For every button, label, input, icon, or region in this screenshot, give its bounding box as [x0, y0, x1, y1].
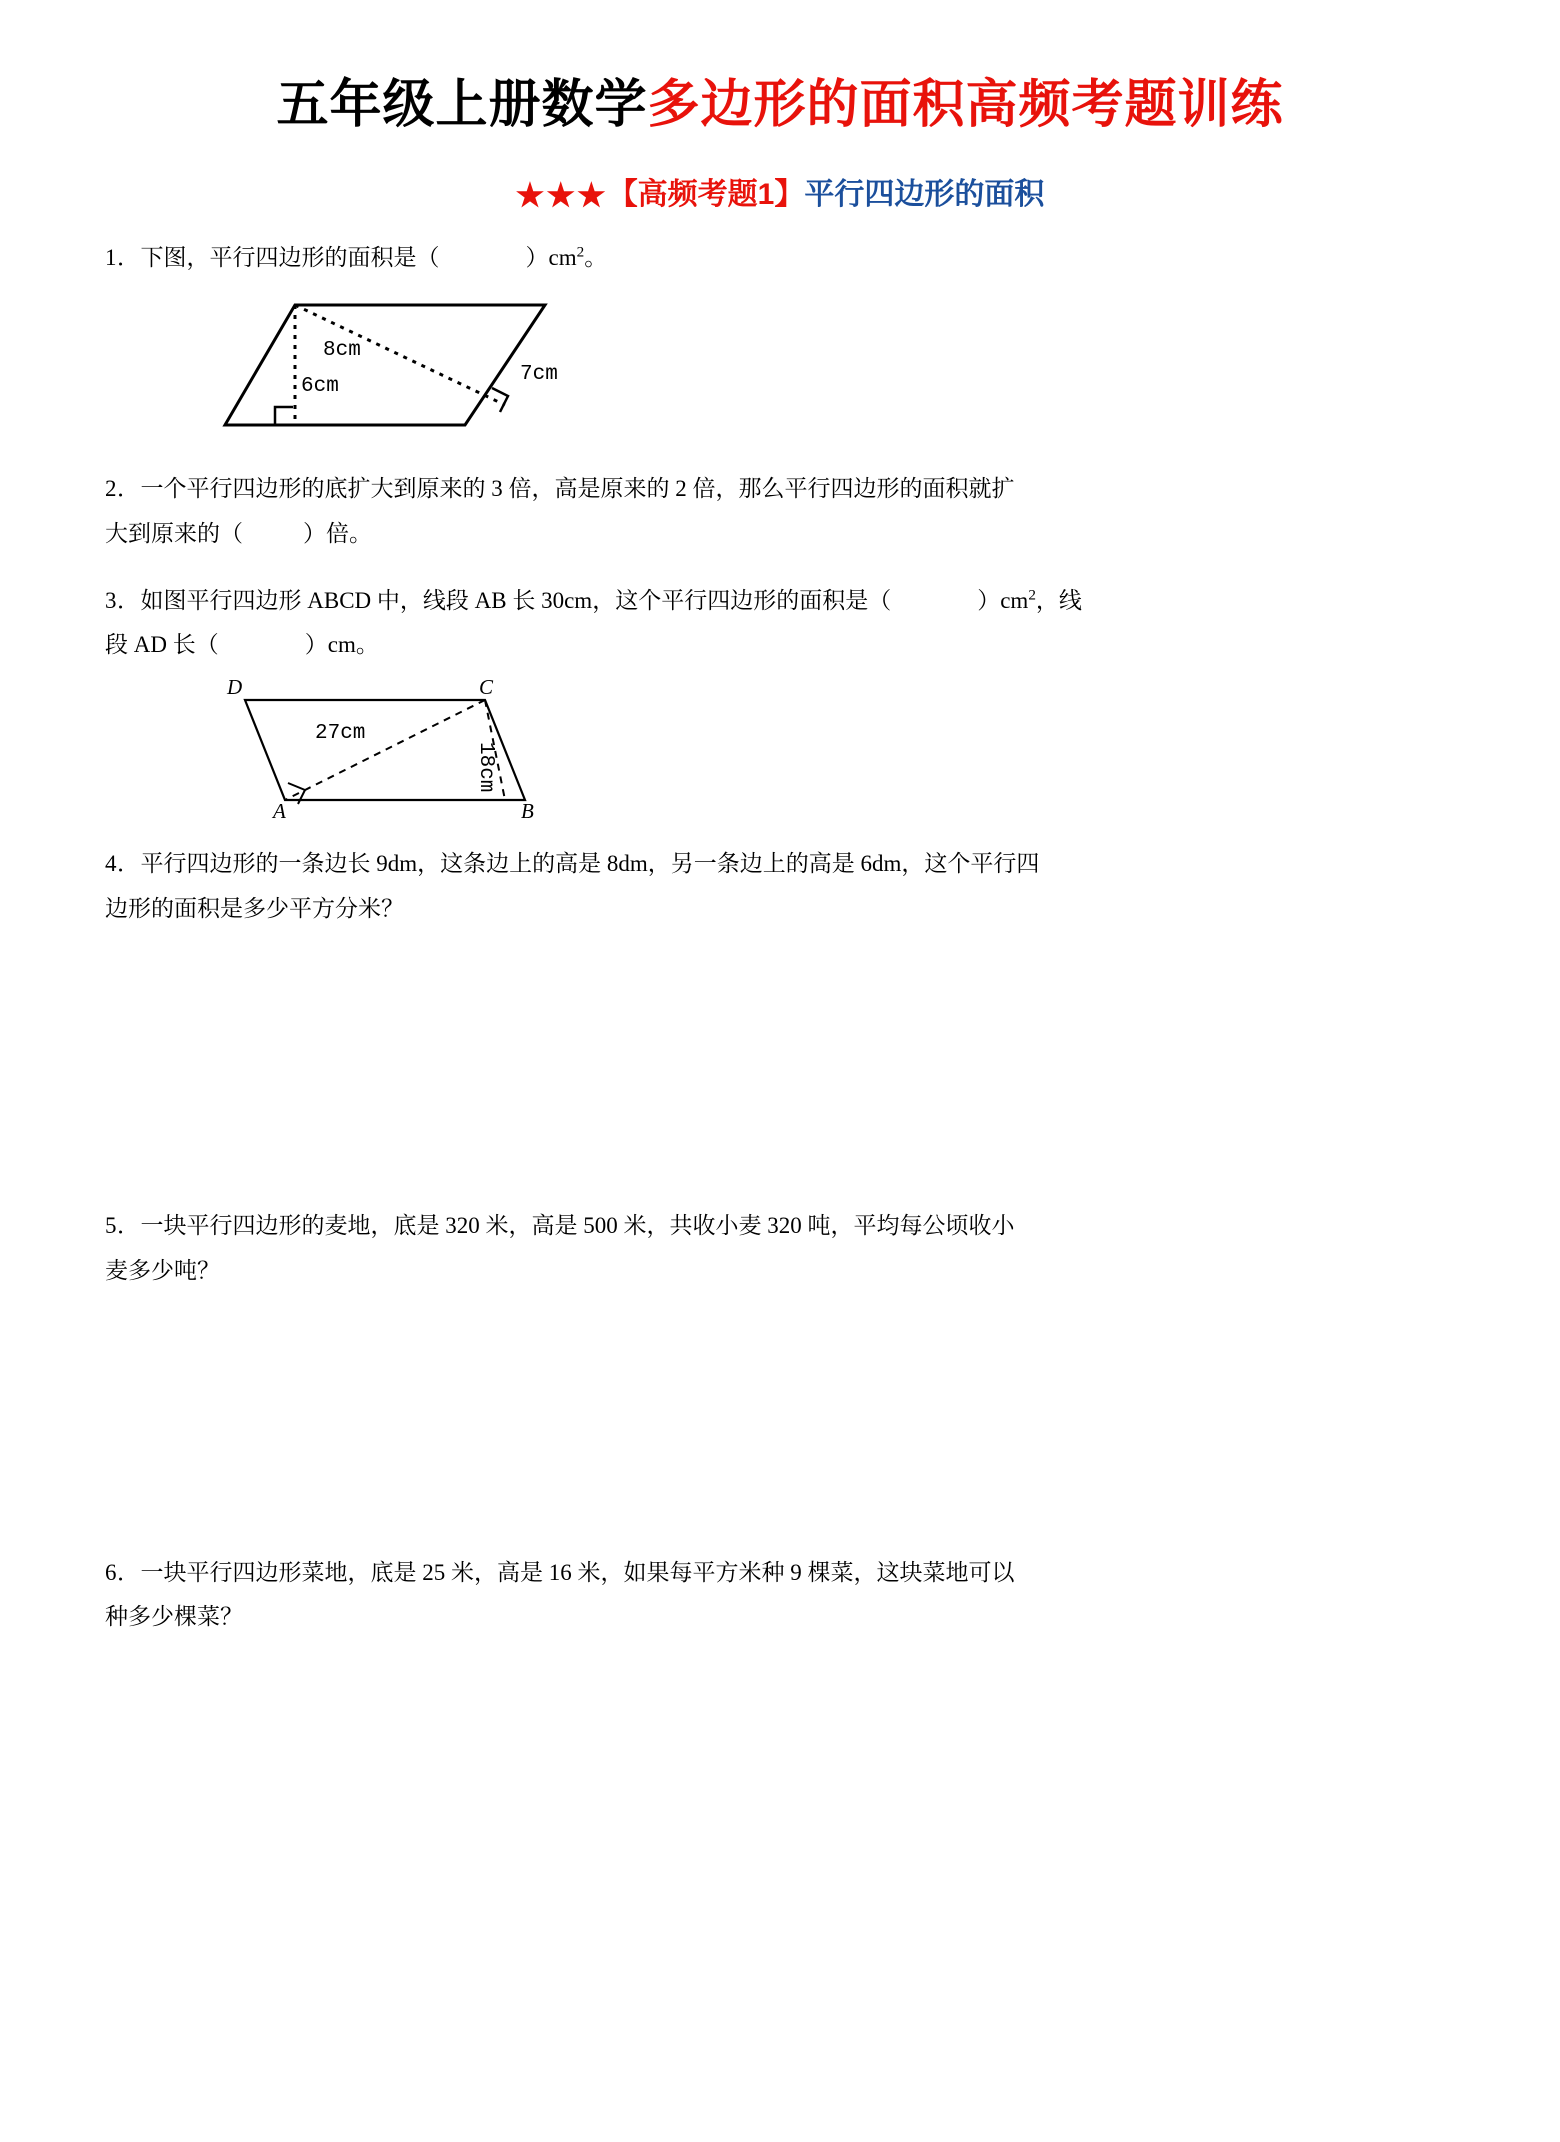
question-3-number: 3． [105, 587, 141, 613]
figure2-vertex-d: D [227, 680, 243, 700]
question-1-sup: 2 [576, 243, 585, 261]
question-4-number: 4． [105, 851, 141, 877]
page-title-red: 多边形的面积高频考题训练 [647, 76, 1284, 134]
page-title [105, 62, 1455, 137]
question-5-number: 5． [105, 1212, 141, 1238]
question-4 [105, 842, 1455, 932]
answer-space-4[interactable] [105, 932, 1455, 1182]
question-3-text-2b: ）cm。 [304, 632, 379, 658]
figure2-label-height: 18cm [474, 742, 497, 793]
figure-parallelogram-2 [195, 680, 615, 820]
question-2-text-2b: ）倍。 [303, 520, 372, 546]
page-title-black: 五年级上册数学 [276, 76, 648, 134]
question-2-line-2 [105, 512, 1455, 557]
question-1-number: 1． [105, 245, 141, 270]
question-6 [105, 1551, 1455, 1641]
question-2-text-1: 一个平行四边形的底扩大到原来的 3 倍，高是原来的 2 倍，那么平行四边形的面积就扩 [140, 475, 1015, 501]
question-5 [105, 1204, 1455, 1294]
figure1-label-height: 6cm [301, 374, 339, 398]
question-4-text-1: 平行四边形的一条边长 9dm，这条边上的高是 8dm，另一条边上的高是 6dm，这个平行四 [140, 851, 1040, 877]
question-2 [105, 467, 1455, 557]
figure1-label-side: 7cm [520, 362, 558, 386]
question-2-line-1 [105, 467, 1455, 512]
diagonal-line-2 [285, 700, 485, 800]
question-5-line-1 [105, 1204, 1455, 1249]
question-3-text-1a: 如图平行四边形 ABCD 中，线段 AB 长 30cm，这个平行四边形的面积是（ [140, 587, 892, 613]
star-icon: ★★★ [515, 177, 608, 213]
section-header [105, 169, 1455, 214]
figure2-label-diagonal: 27cm [315, 722, 366, 746]
question-6-number: 6． [105, 1559, 141, 1585]
question-5-text-2: 麦多少吨？ [105, 1257, 220, 1283]
question-1-text-a: 下图，平行四边形的面积是（ [140, 245, 440, 270]
section-label-red: 【高频考题1】 [607, 178, 805, 211]
question-1-text-c: 。 [584, 245, 608, 270]
question-6-line-1 [105, 1551, 1455, 1596]
question-6-line-2 [105, 1595, 1455, 1640]
question-1 [105, 236, 1455, 281]
figure1-label-slant: 8cm [323, 338, 361, 362]
question-3-sup: 2 [1028, 585, 1036, 603]
question-3-line-2 [105, 623, 1455, 668]
worksheet-page [0, 62, 1560, 2142]
right-angle-mark-1a [275, 407, 293, 425]
figure2-vertex-b: B [521, 799, 534, 821]
figure2-vertex-c: C [479, 680, 494, 700]
question-5-line-2 [105, 1249, 1455, 1294]
question-3-text-2a: 段 AD 长（ [105, 632, 219, 658]
question-4-line-1 [105, 842, 1455, 887]
question-6-text-1: 一块平行四边形菜地，底是 25 米，高是 16 米，如果每平方米种 9 棵菜，这块菜地可以 [140, 1559, 1015, 1585]
question-3-text-1b: ）cm [977, 587, 1029, 613]
question-4-line-2 [105, 887, 1455, 932]
figure-parallelogram-1 [215, 295, 635, 445]
question-6-text-2: 种多少棵菜？ [105, 1604, 243, 1630]
parallelogram-outline-1 [225, 305, 545, 425]
question-3-text-1c: ，线 [1035, 587, 1082, 613]
question-4-text-2: 边形的面积是多少平方分米？ [105, 896, 404, 922]
section-label-blue: 平行四边形的面积 [804, 178, 1045, 211]
answer-space-5[interactable] [105, 1294, 1455, 1529]
question-1-text-b: ）cm [525, 245, 577, 270]
question-2-number: 2． [105, 475, 141, 501]
question-5-text-1: 一块平行四边形的麦地，底是 320 米，高是 500 米，共收小麦 320 吨，平均每公顷收小 [140, 1212, 1015, 1238]
question-2-text-2a: 大到原来的（ [105, 520, 243, 546]
question-3 [105, 579, 1455, 669]
figure2-vertex-a: A [273, 799, 286, 821]
question-3-line-1 [105, 579, 1455, 624]
